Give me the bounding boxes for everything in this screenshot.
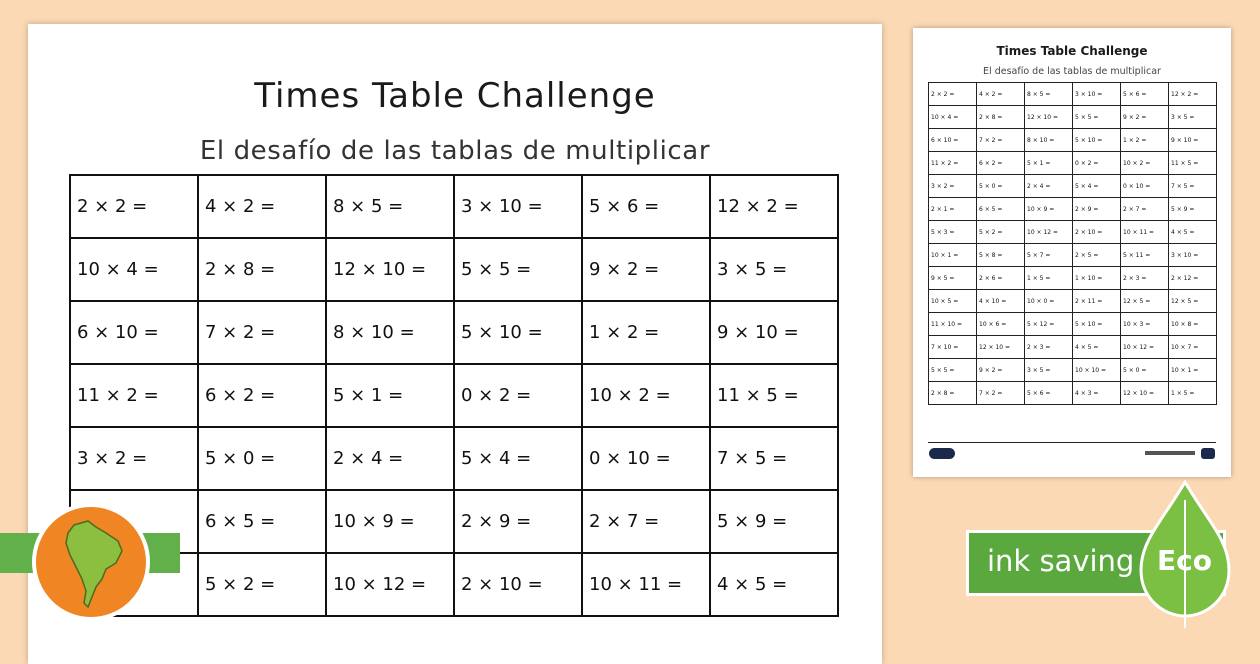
problem-cell: 2 × 8 =	[929, 382, 977, 405]
problem-cell: 3 × 10 =	[1073, 83, 1121, 106]
problem-cell: 5 × 6 =	[582, 175, 710, 238]
problem-cell: 5 × 9 =	[1169, 198, 1217, 221]
table-row	[929, 290, 1217, 313]
problem-cell: 5 × 5 =	[454, 238, 582, 301]
problem-cell: 4 × 5 =	[710, 553, 838, 616]
thumbnail-grid	[928, 82, 1217, 405]
problem-cell: 4 × 10 =	[977, 290, 1025, 313]
problem-cell: 2 × 3 =	[1121, 267, 1169, 290]
problem-cell: 5 × 7 =	[1025, 244, 1073, 267]
problem-cell: 2 × 1 =	[929, 198, 977, 221]
problem-cell: 10 × 0 =	[1025, 290, 1073, 313]
table-row	[929, 129, 1217, 152]
problem-cell: 2 × 6 =	[977, 267, 1025, 290]
problem-cell: 5 × 3 =	[929, 221, 977, 244]
eco-badge-label: Eco	[1157, 544, 1212, 577]
problem-cell: 2 × 11 =	[1073, 290, 1121, 313]
problem-cell: 12 × 10 =	[1121, 382, 1169, 405]
table-row	[70, 427, 838, 490]
table-row	[929, 175, 1217, 198]
problem-cell: 2 × 10 =	[454, 553, 582, 616]
problem-cell: 2 × 2 =	[70, 175, 198, 238]
problem-cell: 5 × 0 =	[198, 427, 326, 490]
problem-cell: 5 × 5 =	[1073, 106, 1121, 129]
problem-cell: 10 × 9 =	[326, 490, 454, 553]
problem-cell: 8 × 10 =	[1025, 129, 1073, 152]
problem-cell: 3 × 10 =	[454, 175, 582, 238]
problem-cell: 2 × 7 =	[582, 490, 710, 553]
problem-cell: 3 × 10 =	[1169, 244, 1217, 267]
problem-cell: 5 × 4 =	[454, 427, 582, 490]
table-row	[929, 83, 1217, 106]
problem-cell: 0 × 10 =	[582, 427, 710, 490]
problem-cell: 6 × 2 =	[977, 152, 1025, 175]
table-row	[929, 267, 1217, 290]
problem-cell: 11 × 10 =	[929, 313, 977, 336]
problem-cell: 7 × 5 =	[1169, 175, 1217, 198]
problem-cell: 5 × 6 =	[1121, 83, 1169, 106]
thumbnail-title: Times Table Challenge	[996, 44, 1148, 58]
problem-cell: 6 × 5 =	[977, 198, 1025, 221]
problem-cell: 1 × 2 =	[582, 301, 710, 364]
table-row	[929, 221, 1217, 244]
problem-cell: 9 × 10 =	[710, 301, 838, 364]
footer-badge-icon	[1201, 448, 1215, 459]
problem-cell: 5 × 11 =	[1121, 244, 1169, 267]
problem-cell: 2 × 4 =	[326, 427, 454, 490]
ink-saving-label: ink saving	[987, 544, 1135, 578]
problem-cell: 10 × 4 =	[70, 238, 198, 301]
problem-cell: 1 × 5 =	[1025, 267, 1073, 290]
problem-cell: 2 × 2 =	[929, 83, 977, 106]
thumbnail-subtitle: El desafío de las tablas de multiplicar	[983, 66, 1161, 77]
problem-cell: 10 × 7 =	[1169, 336, 1217, 359]
problem-cell: 1 × 10 =	[1073, 267, 1121, 290]
problem-cell: 0 × 2 =	[1073, 152, 1121, 175]
problem-cell: 5 × 0 =	[977, 175, 1025, 198]
problem-cell: 3 × 5 =	[1169, 106, 1217, 129]
problem-cell: 5 × 10 =	[1073, 129, 1121, 152]
problem-cell: 2 × 8 =	[198, 238, 326, 301]
problem-cell: 5 × 4 =	[1073, 175, 1121, 198]
problem-cell: 7 × 2 =	[977, 382, 1025, 405]
problem-cell: 7 × 2 =	[198, 301, 326, 364]
problem-cell: 1 × 2 =	[1121, 129, 1169, 152]
problem-cell: 6 × 5 =	[198, 490, 326, 553]
problem-cell: 4 × 3 =	[1073, 382, 1121, 405]
problem-cell: 11 × 5 =	[1169, 152, 1217, 175]
twinkl-logo-icon	[929, 448, 955, 459]
table-row	[70, 301, 838, 364]
problem-cell: 10 × 11 =	[1121, 221, 1169, 244]
problem-cell: 12 × 10 =	[1025, 106, 1073, 129]
problem-cell: 5 × 6 =	[1025, 382, 1073, 405]
problem-cell: 7 × 10 =	[929, 336, 977, 359]
problem-cell: 2 × 9 =	[454, 490, 582, 553]
table-row	[929, 106, 1217, 129]
problem-cell: 5 × 0 =	[1121, 359, 1169, 382]
problem-cell: 10 × 12 =	[1025, 221, 1073, 244]
problem-cell: 10 × 8 =	[1169, 313, 1217, 336]
problem-cell: 8 × 10 =	[326, 301, 454, 364]
problem-cell: 4 × 5 =	[1169, 221, 1217, 244]
table-row	[70, 490, 838, 553]
problem-cell: 9 × 10 =	[1169, 129, 1217, 152]
problem-cell: 2 × 5 =	[1073, 244, 1121, 267]
problem-cell: 11 × 2 =	[929, 152, 977, 175]
problem-cell: 2 × 9 =	[1073, 198, 1121, 221]
problem-cell: 10 × 12 =	[326, 553, 454, 616]
problem-cell: 6 × 10 =	[929, 129, 977, 152]
table-row	[70, 238, 838, 301]
problem-cell: 10 × 11 =	[582, 553, 710, 616]
problem-cell: 11 × 5 =	[710, 364, 838, 427]
problem-cell: 4 × 2 =	[977, 83, 1025, 106]
worksheet-title: Times Table Challenge	[254, 76, 656, 116]
problem-cell: 5 × 12 =	[1025, 313, 1073, 336]
multiplication-grid	[69, 174, 839, 617]
problem-cell: 2 × 8 =	[977, 106, 1025, 129]
problem-cell: 10 × 3 =	[1121, 313, 1169, 336]
problem-cell: 5 × 10 =	[1073, 313, 1121, 336]
problem-cell: 10 × 12 =	[1121, 336, 1169, 359]
problem-cell: 7 × 5 =	[710, 427, 838, 490]
table-row	[929, 313, 1217, 336]
worksheet-subtitle: El desafío de las tablas de multiplicar	[199, 136, 711, 166]
problem-cell: 5 × 1 =	[326, 364, 454, 427]
problem-cell: 2 × 4 =	[1025, 175, 1073, 198]
problem-cell: 9 × 5 =	[929, 267, 977, 290]
problem-cell: 3 × 2 =	[929, 175, 977, 198]
worksheet-thumbnail[interactable]	[913, 28, 1231, 477]
table-row	[929, 359, 1217, 382]
problem-cell: 3 × 2 =	[70, 427, 198, 490]
problem-cell: 10 × 1 =	[1169, 359, 1217, 382]
problem-cell: 8 × 5 =	[1025, 83, 1073, 106]
problem-cell: 9 × 2 =	[582, 238, 710, 301]
problem-cell: 10 × 4 =	[929, 106, 977, 129]
problem-cell: 5 × 5 =	[929, 359, 977, 382]
problem-cell: 3 × 5 =	[710, 238, 838, 301]
problem-cell: 2 × 10 =	[1073, 221, 1121, 244]
problem-cell: 2 × 3 =	[1025, 336, 1073, 359]
table-row	[70, 553, 838, 616]
table-row	[929, 152, 1217, 175]
problem-cell: 5 × 8 =	[977, 244, 1025, 267]
problem-cell: 6 × 2 =	[198, 364, 326, 427]
problem-cell: 10 × 9 =	[1025, 198, 1073, 221]
table-row	[929, 198, 1217, 221]
table-row	[70, 364, 838, 427]
problem-cell: 8 × 5 =	[326, 175, 454, 238]
problem-cell: 1 × 5 =	[1169, 382, 1217, 405]
problem-cell: 5 × 2 =	[977, 221, 1025, 244]
table-row	[929, 382, 1217, 405]
problem-cell: 12 × 10 =	[977, 336, 1025, 359]
table-row	[929, 336, 1217, 359]
problem-cell: 5 × 1 =	[1025, 152, 1073, 175]
footer-url-text	[1145, 451, 1195, 455]
problem-cell: 10 × 6 =	[977, 313, 1025, 336]
problem-cell: 0 × 2 =	[454, 364, 582, 427]
problem-cell: 12 × 5 =	[1169, 290, 1217, 313]
problem-cell: 10 × 2 =	[582, 364, 710, 427]
problem-cell: 9 × 2 =	[1121, 106, 1169, 129]
problem-cell: 7 × 2 =	[977, 129, 1025, 152]
problem-cell: 4 × 2 =	[198, 175, 326, 238]
problem-cell: 5 × 10 =	[454, 301, 582, 364]
problem-cell: 10 × 1 =	[929, 244, 977, 267]
south-america-map-icon	[32, 503, 150, 621]
problem-cell: 12 × 2 =	[1169, 83, 1217, 106]
problem-cell: 10 × 2 =	[1121, 152, 1169, 175]
problem-cell: 3 × 5 =	[1025, 359, 1073, 382]
table-row	[929, 244, 1217, 267]
problem-cell: 5 × 9 =	[710, 490, 838, 553]
problem-cell: 6 × 10 =	[70, 301, 198, 364]
problem-cell: 4 × 5 =	[1073, 336, 1121, 359]
problem-cell: 2 × 7 =	[1121, 198, 1169, 221]
problem-cell: 5 × 2 =	[198, 553, 326, 616]
footer-divider	[928, 442, 1216, 443]
problem-cell: 9 × 2 =	[977, 359, 1025, 382]
problem-cell: 12 × 5 =	[1121, 290, 1169, 313]
problem-cell: 2 × 12 =	[1169, 267, 1217, 290]
problem-cell: 11 × 2 =	[70, 364, 198, 427]
table-row	[70, 175, 838, 238]
problem-cell: 10 × 5 =	[929, 290, 977, 313]
problem-cell: 12 × 10 =	[326, 238, 454, 301]
problem-cell: 0 × 10 =	[1121, 175, 1169, 198]
problem-cell: 12 × 2 =	[710, 175, 838, 238]
problem-cell: 10 × 10 =	[1073, 359, 1121, 382]
